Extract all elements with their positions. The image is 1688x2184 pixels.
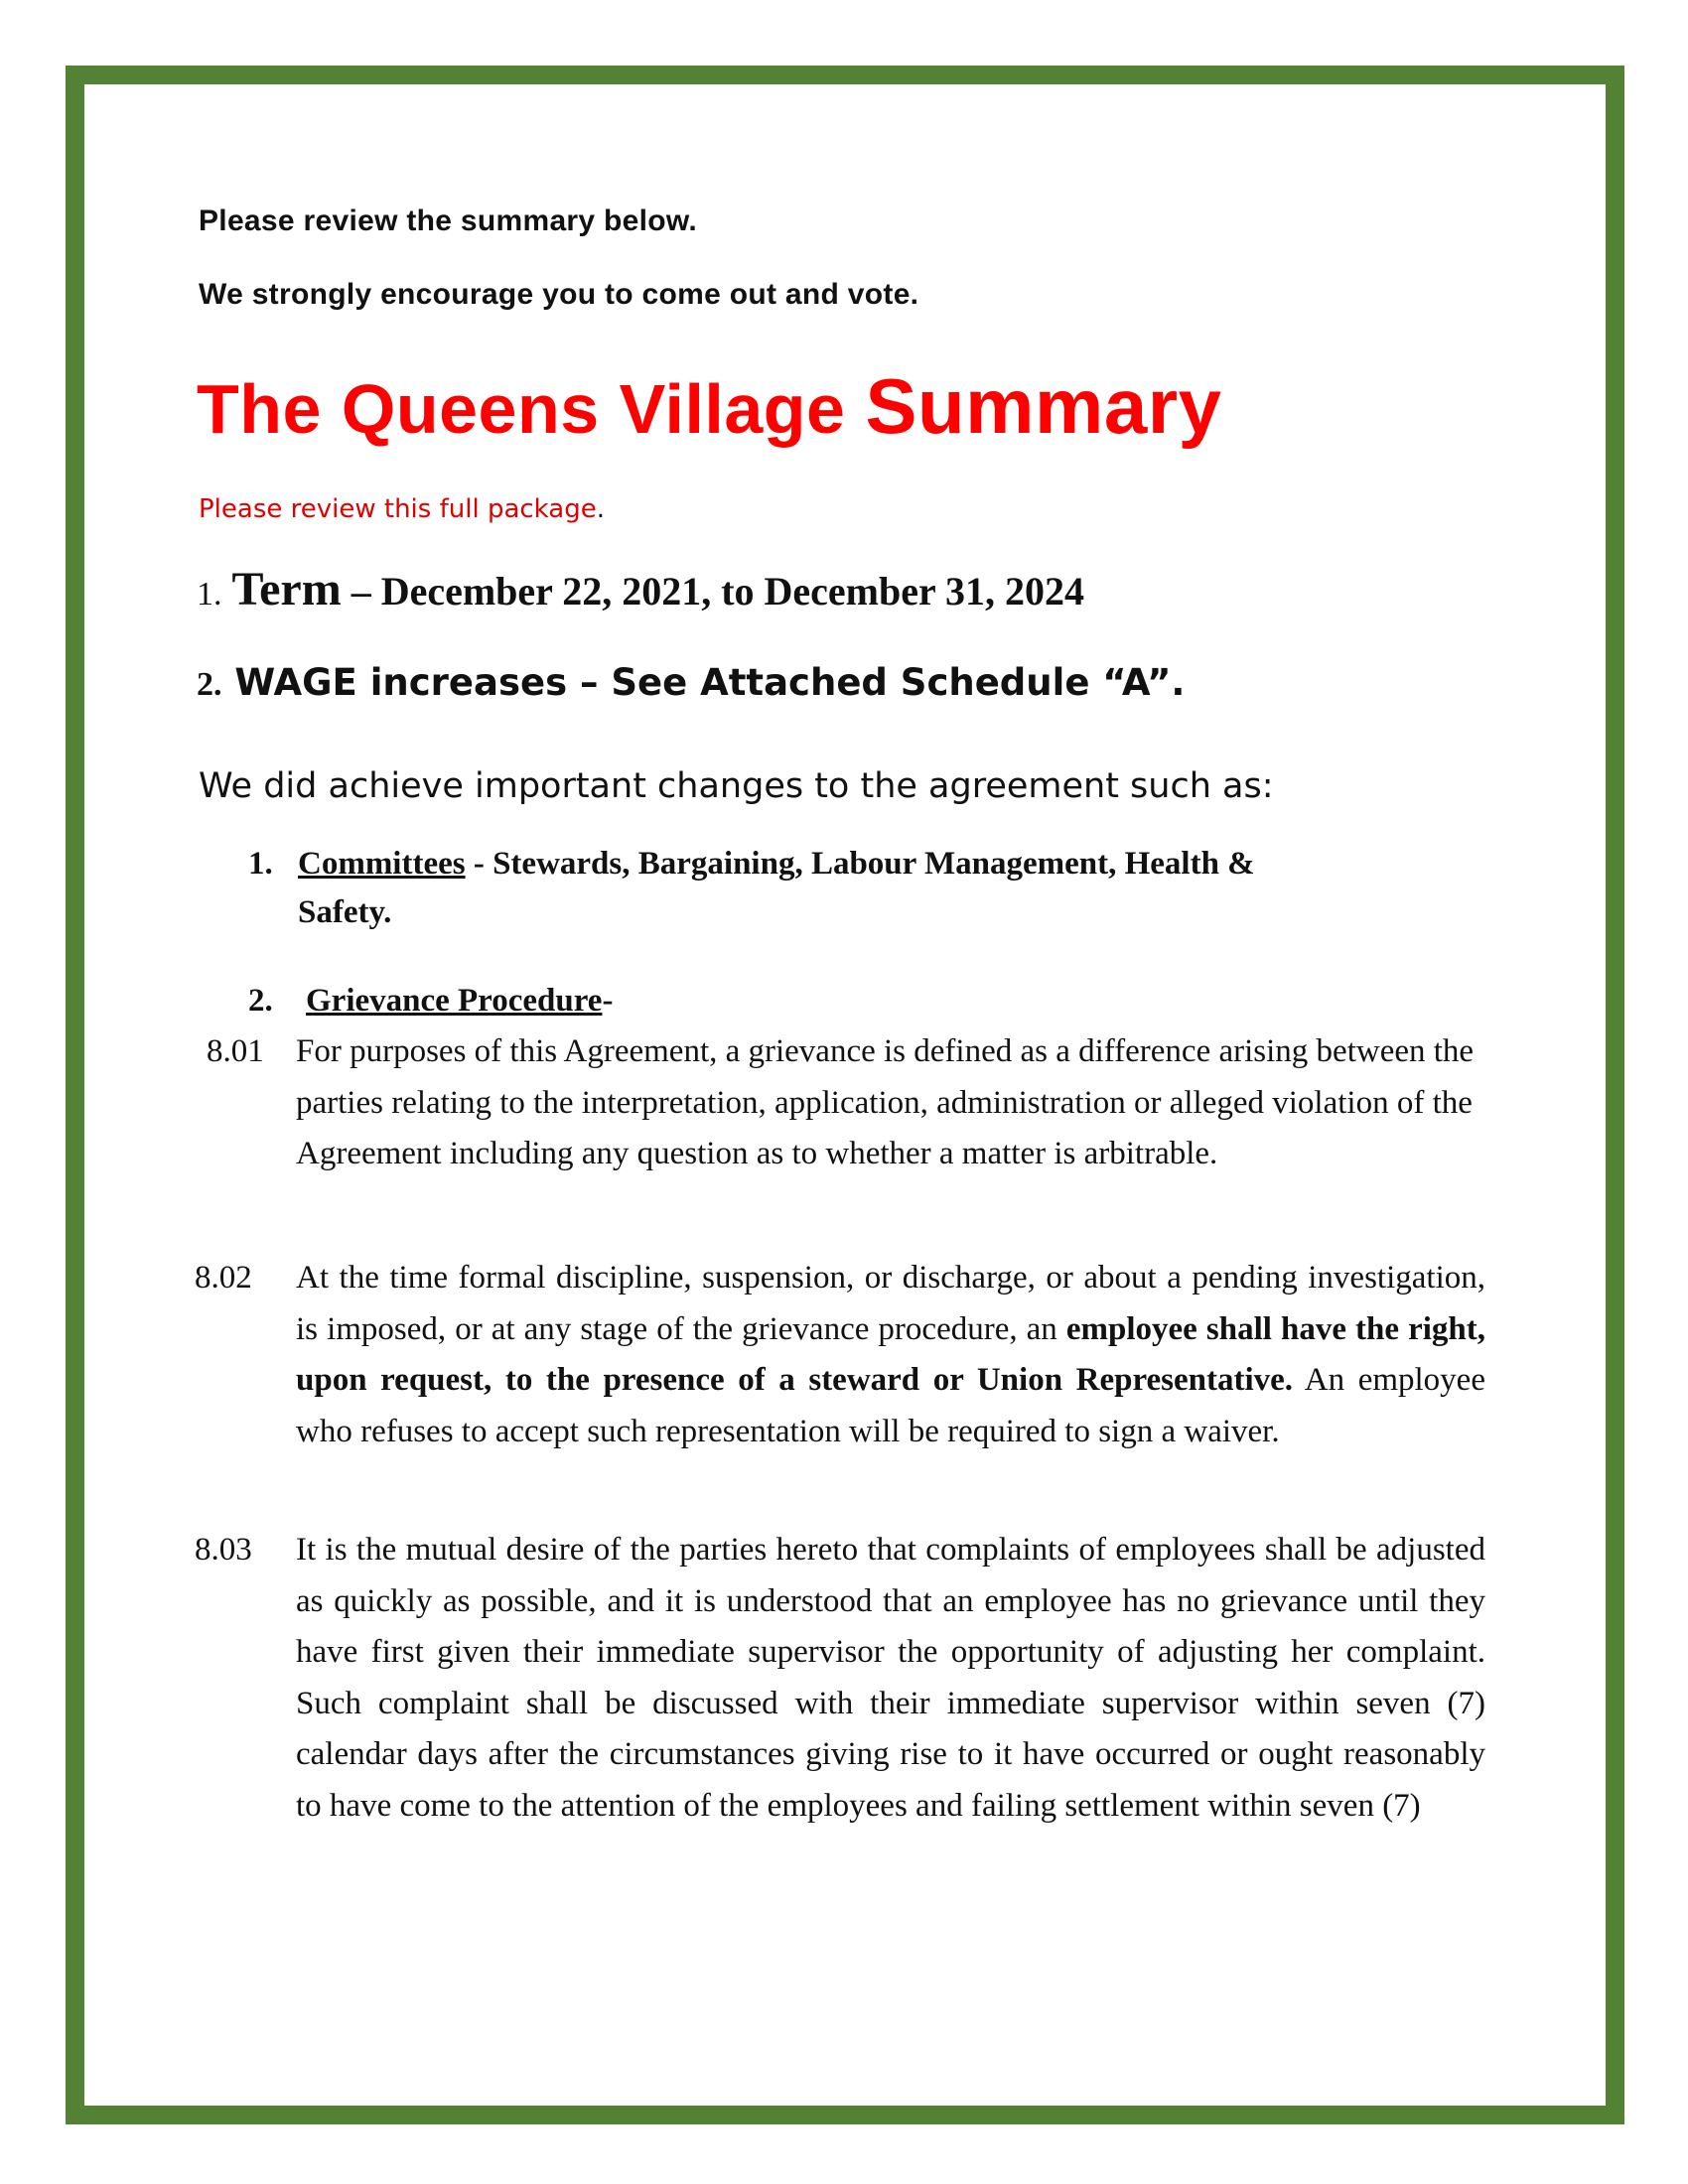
section-number: 8.03 (195, 1532, 252, 1568)
committees-text: - Stewards, Bargaining, Labour Management, Health & (465, 846, 1255, 882)
grievance-label: Grievance Procedure (306, 983, 603, 1019)
document-title (197, 361, 1221, 452)
wage-line (197, 661, 1185, 704)
section-8-01 (207, 1026, 1497, 1180)
term-line (197, 562, 1084, 616)
section-8-02 (195, 1253, 1485, 1457)
section-number: 8.01 (207, 1033, 264, 1069)
term-dates: – December 22, 2021, to December 31, 2024 (341, 569, 1085, 614)
committees-text-continued: Safety. (298, 894, 392, 930)
term-label: Term (231, 563, 342, 615)
changes-heading: We did achieve important changes to the agreement such as: (199, 766, 1274, 806)
section-text: For purposes of this Agreement, a grievance is defined as a difference arising between the parties relating to the interpretation, application, administration or alleged violation of the Agreement including any question as to whether a matter is arbitrable. (296, 1033, 1475, 1171)
section-number: 8.02 (195, 1260, 252, 1296)
section-text (296, 1253, 1485, 1457)
section-text-bold: employee shall have the right, upon request, to the presence of a steward or Union Representative. (296, 1310, 1485, 1398)
intro-line-review: Please review the summary below. (199, 205, 698, 237)
list-item-committees (248, 840, 1450, 937)
section-text: It is the mutual desire of the parties hereto that complaints of employees shall be adjusted as quickly as possible, and it is understood that an employee has no grievance until they have first given their immediate supervisor the opportunity of adjusting her complaint. Such complaint shall be discussed with their immediate supervisor within seven (7) calendar days after the circumstances giving rise to it have occurred or ought reasonably to have come to the attention of the employees and failing settlement within seven (7) (296, 1532, 1485, 1824)
wage-text: WAGE increases – See Attached Schedule “A”. (221, 661, 1186, 704)
list-item-number: 1. (248, 846, 273, 882)
title-main: The Queens Village (197, 370, 866, 448)
review-note-period: . (596, 494, 605, 524)
grievance-suffix: - (602, 983, 614, 1019)
review-note (199, 494, 605, 524)
committees-label: Committees (298, 846, 466, 882)
section-text-before: At the time formal discipline, suspension, or discharge, or about a pending investigation, is imposed, or at any stage of the grievance procedure, an (296, 1260, 1485, 1347)
wage-number: 2. (197, 666, 222, 703)
list-item-number: 2. (248, 983, 273, 1019)
section-text-after: An employee who refuses to accept such representation will be required to sign a waiver. (296, 1362, 1485, 1449)
list-item-grievance (248, 983, 613, 1020)
intro-line-vote: We strongly encourage you to come out and vote. (199, 278, 919, 311)
section-8-03 (195, 1525, 1485, 1832)
title-summary: Summary (865, 362, 1222, 450)
term-number: 1. (197, 576, 222, 613)
review-note-text: Please review this full package (199, 494, 597, 524)
